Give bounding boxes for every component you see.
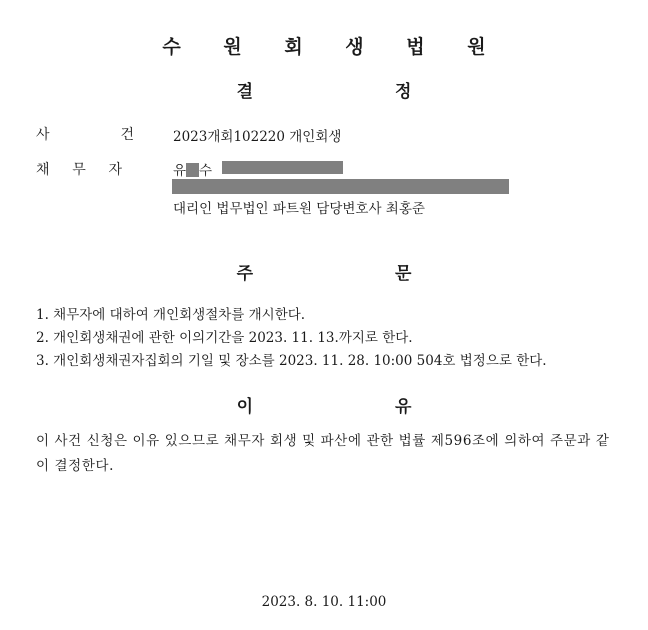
order-item-2: 2. 개인회생채권에 관한 이의기간을 2023. 11. 13.까지로 한다. (36, 330, 413, 346)
order-title: 주 문 (236, 264, 480, 284)
debtor-label (36, 159, 122, 179)
debtor-name (173, 159, 212, 179)
representative: 대리인 법무법인 파트원 담당변호사 최홍준 (173, 201, 425, 217)
redacted-address (172, 179, 509, 194)
debtor-name-last: 수 (199, 163, 213, 179)
court-name: 수 원 회 생 법 원 (162, 36, 504, 58)
debtor-name-first: 유 (173, 163, 187, 179)
redacted-name-block (186, 163, 199, 177)
order-item-3: 3. 개인회생채권자집회의 기일 및 장소를 2023. 11. 28. 10:00 504호 법정으로 한다. (36, 353, 547, 369)
reason-title: 이 유 (236, 397, 480, 417)
case-label-char-2: 건 (120, 127, 134, 143)
redacted-id-number (222, 161, 343, 174)
debtor-label-char-2: 무 (72, 162, 86, 178)
case-label-char-1: 사 (36, 127, 50, 143)
reason-text: 이 사건 신청은 이유 있으므로 채무자 회생 및 파산에 관한 법률 제596조에 의하여 주문과 같이 결정한다. (36, 433, 610, 474)
case-number: 2023개회102220 개인회생 (173, 129, 342, 145)
debtor-label-char-3: 자 (108, 162, 122, 178)
order-item-1: 1. 채무자에 대하여 개인회생절차를 개시한다. (36, 307, 306, 323)
document-title: 결 정 (236, 82, 480, 102)
case-label (36, 124, 156, 144)
debtor-label-char-1: 채 (36, 162, 50, 178)
decision-date: 2023. 8. 10. 11:00 (261, 594, 387, 610)
